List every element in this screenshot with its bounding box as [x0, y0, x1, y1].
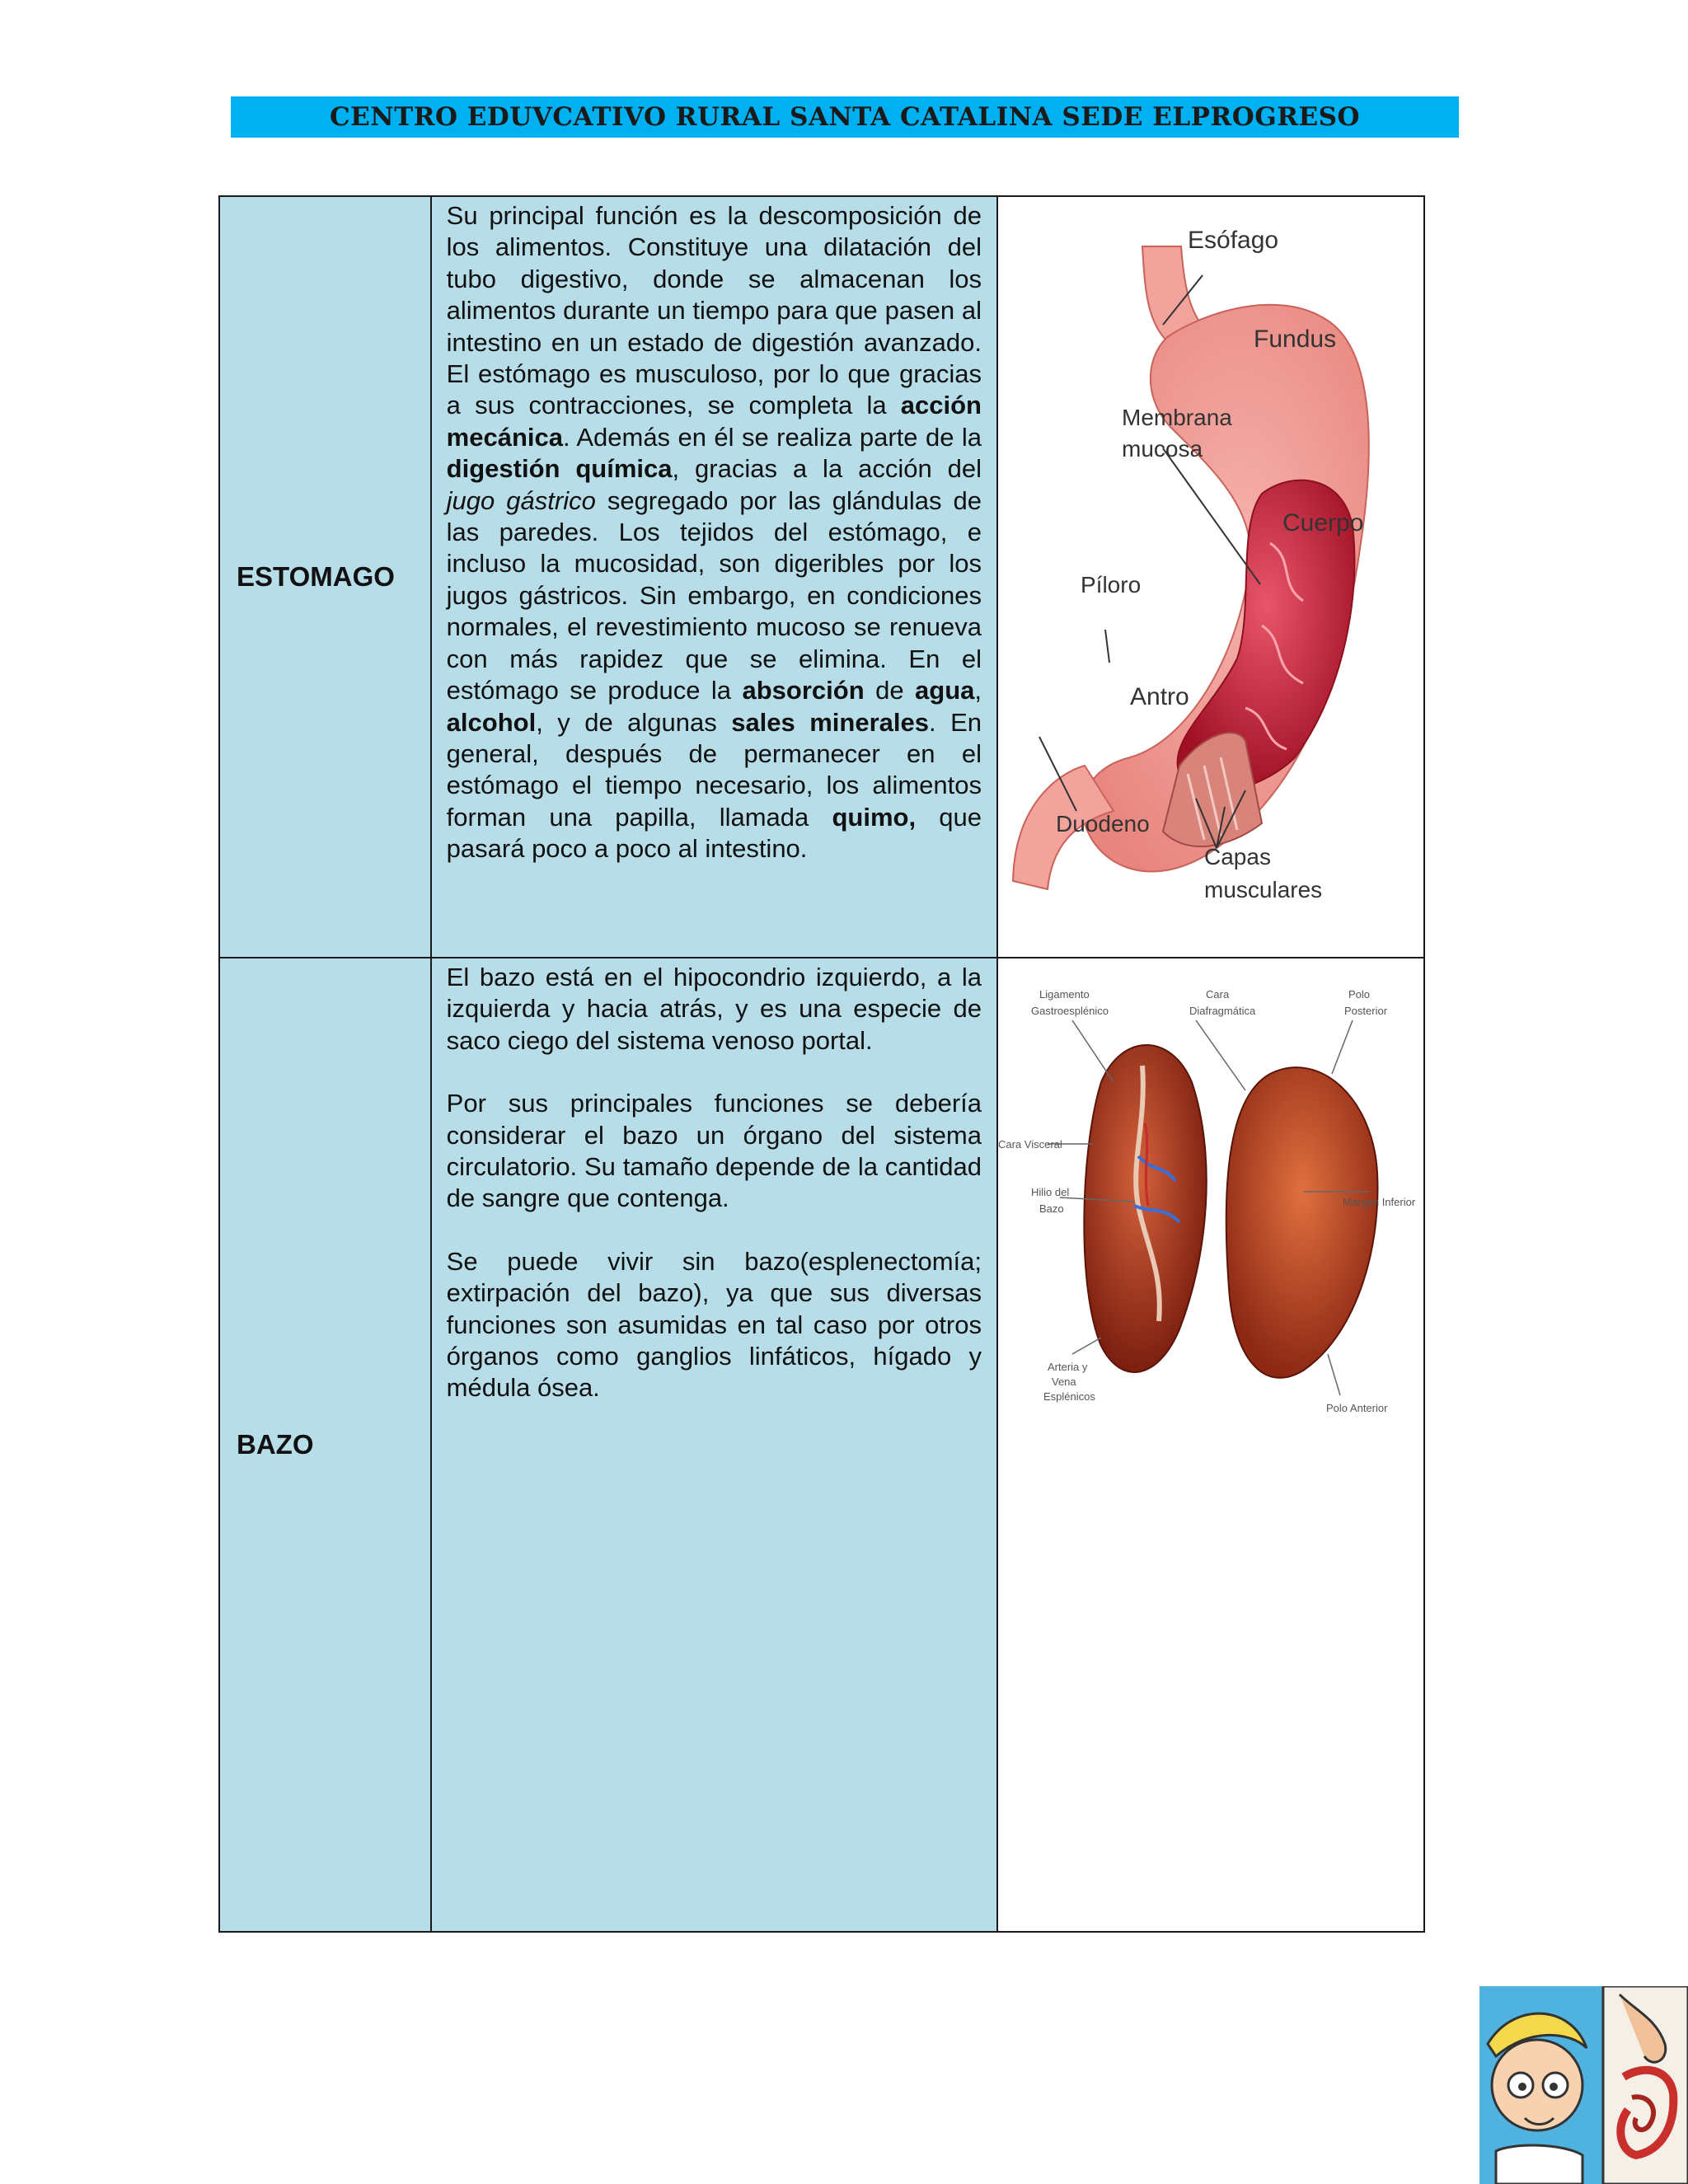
label-gastroesplenico: Gastroesplénico [1031, 1005, 1109, 1017]
paragraph: El bazo está en el hipocondrio izquierdo, a la izquierda y hacia atrás, y es una especie de saco ciego del sistema venoso portal. [446, 963, 982, 1055]
organ-name-cell [219, 958, 431, 1932]
label-diafragmatica: Diafragmática [1189, 1005, 1256, 1017]
organ-name-cell [219, 196, 431, 958]
table-row [219, 196, 1424, 958]
organ-name: ESTOMAGO [237, 561, 395, 592]
text-run: , [974, 676, 982, 705]
text-run: que pasará poco a poco al intestino. [446, 802, 982, 864]
italic-term: jugo gástrico [446, 485, 596, 515]
label-musculares: musculares [1204, 877, 1323, 902]
text-run: , gracias a la acción del [672, 454, 982, 484]
label-polo-anterior: Polo Anterior [1326, 1402, 1388, 1414]
bold-term: absorción [742, 676, 865, 705]
bold-term: alcohol [446, 707, 537, 737]
label-cuerpo: Cuerpo [1282, 509, 1364, 537]
organ-name: BAZO [237, 1429, 314, 1460]
label-esofago: Esófago [1188, 227, 1279, 254]
description-cell [431, 196, 997, 958]
label-membrana: Membrana [1122, 405, 1232, 430]
label-capas: Capas [1204, 844, 1271, 869]
paragraph: Se puede vivir sin bazo(esplenectomía; extirpación del bazo), ya que sus diversas funciones son asumidas en tal caso por otros órganos como ganglios linfáticos, hígado y médula ósea. [446, 1246, 982, 1403]
description-cell [431, 958, 997, 1932]
stomach-description [432, 197, 996, 865]
spleen-description [432, 958, 996, 1404]
bold-term: digestión química [446, 454, 673, 484]
bold-term: agua [915, 676, 975, 705]
table-row [219, 958, 1424, 1932]
organs-table [218, 195, 1425, 1933]
text-run: segregado por las glándulas de las paredes. Los tejidos del estómago, e incluso la mucosidad, son digeribles por los jugos gástricos. Sin embargo, en condiciones normales, el revestimiento mucoso se renueva con más rapidez que se elimina. En el estómago se produce la [446, 485, 982, 705]
bold-term: acción mecánica [446, 391, 982, 452]
label-cara-visceral: Cara Visceral [998, 1138, 1062, 1151]
bold-term: quimo, [832, 802, 917, 832]
cartoon-illustration [1479, 1986, 1688, 2184]
text-run: de [864, 676, 916, 705]
text-run: . En general, después de permanecer en el estómago el tiempo necesario, los alimentos forman una papilla, llamada [446, 707, 982, 832]
spleen-illustration [998, 958, 1423, 1469]
label-ligamento: Ligamento [1039, 988, 1090, 1001]
label-mucosa: mucosa [1122, 436, 1203, 462]
label-hilio: Hilio del [1031, 1186, 1070, 1198]
text-run: Su principal función es la descomposición de los alimentos. Constituye una dilatación del tubo digestivo, donde se almacenan los alimentos durante un tiempo para que pasen al intestino en un estado de digestión avanzado. El estómago es musculoso, por lo que gracias a sus contracciones, se completa la [446, 201, 982, 420]
label-esplenicos: Esplénicos [1043, 1390, 1095, 1403]
label-antro: Antro [1130, 683, 1189, 710]
label-vena: Vena [1052, 1376, 1076, 1388]
header-banner [231, 96, 1459, 138]
page-title: CENTRO EDUVCATIVO RURAL SANTA CATALINA SEDE ELPROGRESO [330, 102, 1360, 132]
label-arteria: Arteria y [1048, 1361, 1088, 1373]
paragraph: Por sus principales funciones se debería considerar el bazo un órgano del sistema circulatorio. Su tamaño depende de la cantidad de sangre que contenga. [446, 1089, 982, 1213]
label-polo: Polo [1348, 988, 1371, 1001]
label-posterior: Posterior [1344, 1005, 1388, 1017]
bold-term: sales minerales [731, 707, 929, 737]
stomach-illustration [998, 197, 1423, 955]
label-cara: Cara [1206, 988, 1230, 1001]
label-bazo: Bazo [1039, 1202, 1064, 1215]
text-run: , y de algunas [536, 707, 732, 737]
text-run: . Además en él se realiza parte de la [563, 422, 982, 452]
label-fundus: Fundus [1254, 326, 1337, 353]
label-piloro: Píloro [1081, 572, 1142, 598]
image-cell [997, 958, 1424, 1932]
label-margen: Margen Inferior [1343, 1196, 1416, 1208]
label-duodeno: Duodeno [1056, 811, 1150, 837]
image-cell [997, 196, 1424, 958]
